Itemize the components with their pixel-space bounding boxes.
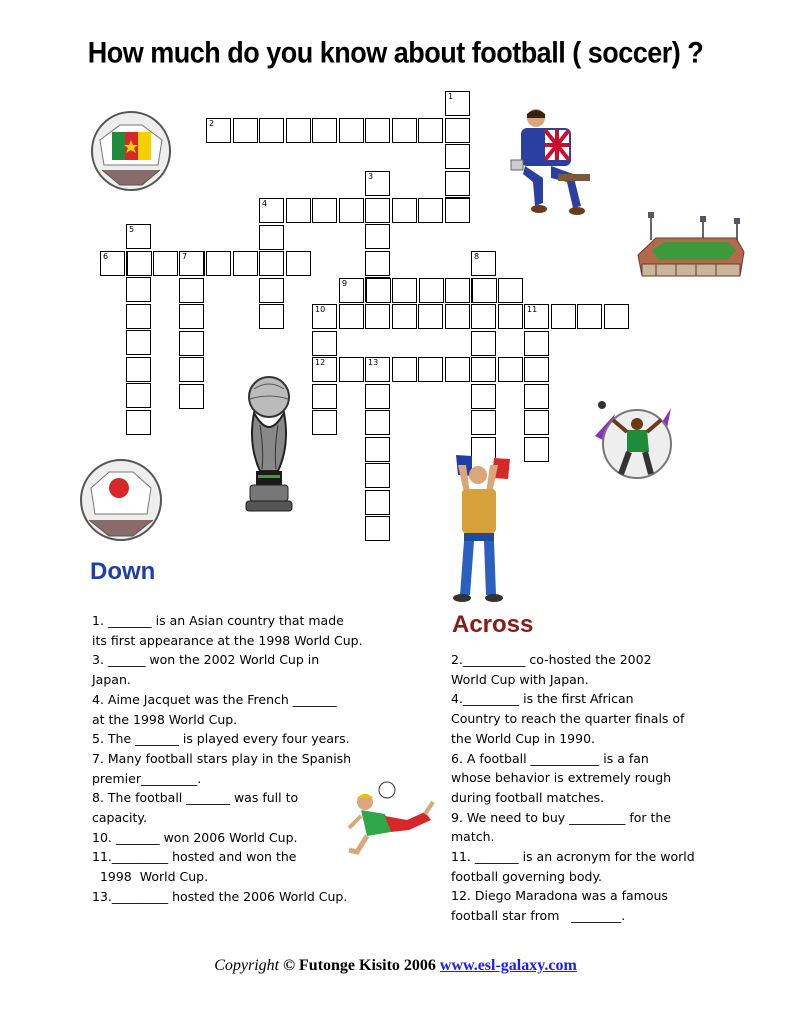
crossword-cell[interactable]: [445, 304, 470, 329]
crossword-cell[interactable]: [126, 277, 151, 302]
crossword-cell[interactable]: [259, 198, 284, 223]
crossword-cell[interactable]: [445, 91, 470, 116]
copyright-line: [0, 957, 791, 975]
across-heading: Across: [452, 611, 534, 638]
crossword-cell[interactable]: [259, 304, 284, 329]
clue-number: 10: [315, 305, 326, 314]
crossword-cell[interactable]: [312, 384, 337, 409]
crossword-cell[interactable]: [312, 331, 337, 356]
crossword-cell[interactable]: [233, 118, 258, 143]
crossword-cell[interactable]: [126, 304, 151, 329]
across-clues: [451, 650, 741, 926]
crossword-cell[interactable]: [365, 224, 390, 249]
stadium-image: [636, 210, 746, 282]
crossword-cell[interactable]: [286, 251, 311, 276]
crossword-cell[interactable]: [259, 278, 284, 303]
copyright-author: Futonge Kisito 2006: [299, 957, 436, 974]
crossword-cell[interactable]: [365, 304, 390, 329]
crossword-cell[interactable]: [418, 357, 443, 382]
player-on-ball-image: [593, 400, 678, 488]
crossword-cell[interactable]: [339, 357, 364, 382]
crossword-cell[interactable]: [179, 251, 204, 276]
clue-number: 8: [474, 252, 480, 261]
crossword-cell[interactable]: [179, 304, 204, 329]
clue-number: 1: [448, 92, 454, 101]
crossword-cell[interactable]: [471, 357, 496, 382]
down-clue-line: 13._________ hosted the 2006 World Cup.: [92, 888, 348, 904]
crossword-cell[interactable]: [524, 304, 549, 329]
crossword-cell[interactable]: [604, 304, 629, 329]
down-clue-line: 1998 World Cup.: [92, 869, 209, 885]
down-clue-line: at the 1998 World Cup.: [92, 711, 238, 727]
crossword-cell[interactable]: [445, 171, 470, 196]
down-clue-line: 4. Aime Jacquet was the French _______: [92, 691, 337, 707]
crossword-cell[interactable]: [471, 331, 496, 356]
crossword-cell[interactable]: [365, 118, 390, 143]
crossword-cell[interactable]: [524, 437, 549, 462]
across-clue-line: 2.__________ co-hosted the 2002: [451, 652, 652, 667]
crossword-cell[interactable]: [233, 251, 258, 276]
crossword-cell[interactable]: [365, 357, 390, 382]
down-clue-line: Japan.: [92, 672, 131, 688]
crossword-cell[interactable]: [471, 410, 496, 435]
down-clue-line: 7. Many football stars play in the Spanish: [92, 750, 352, 766]
down-heading: Down: [90, 558, 156, 585]
crossword-cell[interactable]: [259, 118, 284, 143]
crossword-cell[interactable]: [259, 251, 284, 276]
crossword-cell[interactable]: [100, 251, 125, 276]
crossword-cell[interactable]: [365, 490, 390, 515]
website-link[interactable]: www.esl-galaxy.com: [439, 957, 577, 974]
crossword-cell[interactable]: [577, 304, 602, 329]
crossword-cell[interactable]: [551, 304, 576, 329]
down-clue-line: 3. ______ won the 2002 World Cup in: [92, 652, 320, 668]
across-clue-line: World Cup with Japan.: [451, 671, 589, 687]
down-clue-line: its first appearance at the 1998 World Cup.: [92, 632, 363, 648]
crossword-cell[interactable]: [339, 304, 364, 329]
crossword-cell[interactable]: [472, 278, 497, 303]
across-clue-line: football star from ________.: [451, 908, 626, 924]
clue-number: 2: [209, 119, 215, 128]
clue-number: 7: [182, 252, 188, 261]
down-clue-line: 1. _______ is an Asian country that made: [92, 613, 344, 628]
crossword-cell[interactable]: [339, 278, 364, 303]
across-clue-line: 6. A football ___________ is a fan: [451, 750, 649, 766]
crossword-cell[interactable]: [419, 278, 444, 303]
crossword-cell[interactable]: [206, 118, 231, 143]
clue-number: 11: [527, 305, 538, 314]
crossword-cell[interactable]: [392, 198, 417, 223]
crossword-cell[interactable]: [365, 410, 390, 435]
down-clue-line: 11._________ hosted and won the: [92, 849, 297, 865]
crossword-cell[interactable]: [312, 410, 337, 435]
clue-number: 4: [262, 199, 268, 208]
crossword-cell[interactable]: [286, 118, 311, 143]
crossword-cell[interactable]: [126, 357, 151, 382]
crossword-cell[interactable]: [312, 118, 337, 143]
crossword-cell[interactable]: [498, 357, 523, 382]
crossword-cell[interactable]: [339, 118, 364, 143]
crossword-cell[interactable]: [471, 304, 496, 329]
crossword-cell[interactable]: [126, 410, 151, 435]
crossword-cell[interactable]: [418, 198, 443, 223]
crossword-cell[interactable]: [179, 357, 204, 382]
across-clue-line: match.: [451, 829, 495, 845]
down-clue-line: 10. _______ won 2006 World Cup.: [92, 829, 298, 845]
fan-with-flag-sitting-image: [503, 108, 593, 223]
down-clues: [92, 611, 392, 907]
crossword-cell[interactable]: [392, 357, 417, 382]
clue-number: 13: [368, 358, 379, 367]
across-clue-line: whose behavior is extremely rough: [451, 770, 672, 786]
crossword-cell[interactable]: [392, 304, 417, 329]
crossword-cell[interactable]: [365, 198, 390, 223]
crossword-cell[interactable]: [179, 331, 204, 356]
across-clue-line: 4._________ is the first African: [451, 691, 634, 707]
across-clue-line: Country to reach the quarter finals of: [451, 711, 685, 727]
crossword-cell[interactable]: [365, 463, 390, 488]
crossword-cell[interactable]: [312, 304, 337, 329]
copyright-word: Copyright: [214, 957, 280, 974]
crossword-cell[interactable]: [524, 384, 549, 409]
crossword-cell[interactable]: [179, 384, 204, 409]
across-clue-line: football governing body.: [451, 868, 603, 884]
crossword-cell[interactable]: [365, 251, 390, 276]
across-clue-line: 12. Diego Maradona was a famous: [451, 888, 668, 904]
down-clue-line: premier_________.: [92, 770, 202, 786]
clue-number: 3: [368, 172, 374, 181]
crossword-cell[interactable]: [418, 118, 443, 143]
down-clue-line: capacity.: [92, 810, 147, 826]
crossword-cell[interactable]: [365, 516, 390, 541]
crossword-cell[interactable]: [445, 144, 470, 169]
crossword-cell[interactable]: [392, 118, 417, 143]
crossword-cell[interactable]: [365, 171, 390, 196]
crossword-cell[interactable]: [312, 357, 337, 382]
crossword-cell[interactable]: [392, 278, 417, 303]
crossword-cell[interactable]: [498, 304, 523, 329]
crossword-cell[interactable]: [365, 384, 390, 409]
crossword-cell[interactable]: [259, 225, 284, 250]
across-clue-line: the World Cup in 1990.: [451, 730, 595, 746]
crossword-cell[interactable]: [126, 383, 151, 408]
crossword-cell[interactable]: [153, 251, 178, 276]
crossword-cell[interactable]: [206, 251, 231, 276]
crossword-cell[interactable]: [471, 384, 496, 409]
crossword-cell[interactable]: [339, 198, 364, 223]
crossword-cell[interactable]: [524, 357, 549, 382]
crossword-cell[interactable]: [445, 118, 470, 143]
crossword-cell[interactable]: [179, 278, 204, 303]
crossword-cell[interactable]: [498, 278, 523, 303]
clue-number: 6: [103, 252, 109, 261]
clue-number: 9: [342, 279, 348, 288]
fan-holding-french-flag-image: [438, 445, 518, 605]
across-clue-line: during football matches.: [451, 789, 605, 805]
world-cup-trophy-image: [240, 375, 298, 515]
crossword-cell[interactable]: [312, 198, 337, 223]
across-clue-line: 9. We need to buy _________ for the: [451, 809, 672, 825]
japan-ball-image: [79, 458, 163, 542]
crossword-cell[interactable]: [524, 410, 549, 435]
crossword-cell[interactable]: [126, 224, 151, 249]
crossword-cell[interactable]: [418, 304, 443, 329]
crossword-cell[interactable]: [524, 331, 549, 356]
cameroon-ball-image: [90, 110, 172, 192]
page-title: How much do you know about football ( soccer) ?: [87, 36, 704, 70]
down-clue-line: 5. The _______ is played every four years.: [92, 731, 350, 747]
crossword-cell[interactable]: [445, 357, 470, 382]
crossword-cell[interactable]: [366, 278, 391, 303]
crossword-cell[interactable]: [127, 251, 152, 276]
clue-number: 12: [315, 358, 326, 367]
crossword-cell[interactable]: [365, 437, 390, 462]
down-clue-line: 8. The football _______ was full to: [92, 790, 299, 806]
clue-number: 5: [129, 225, 135, 234]
crossword-cell[interactable]: [471, 251, 496, 276]
crossword-cell[interactable]: [126, 330, 151, 355]
copyright-symbol: ©: [283, 957, 296, 974]
crossword-cell[interactable]: [445, 278, 470, 303]
crossword-cell[interactable]: [286, 198, 311, 223]
across-clue-line: 11. _______ is an acronym for the world: [451, 849, 695, 865]
crossword-cell[interactable]: [445, 198, 470, 223]
